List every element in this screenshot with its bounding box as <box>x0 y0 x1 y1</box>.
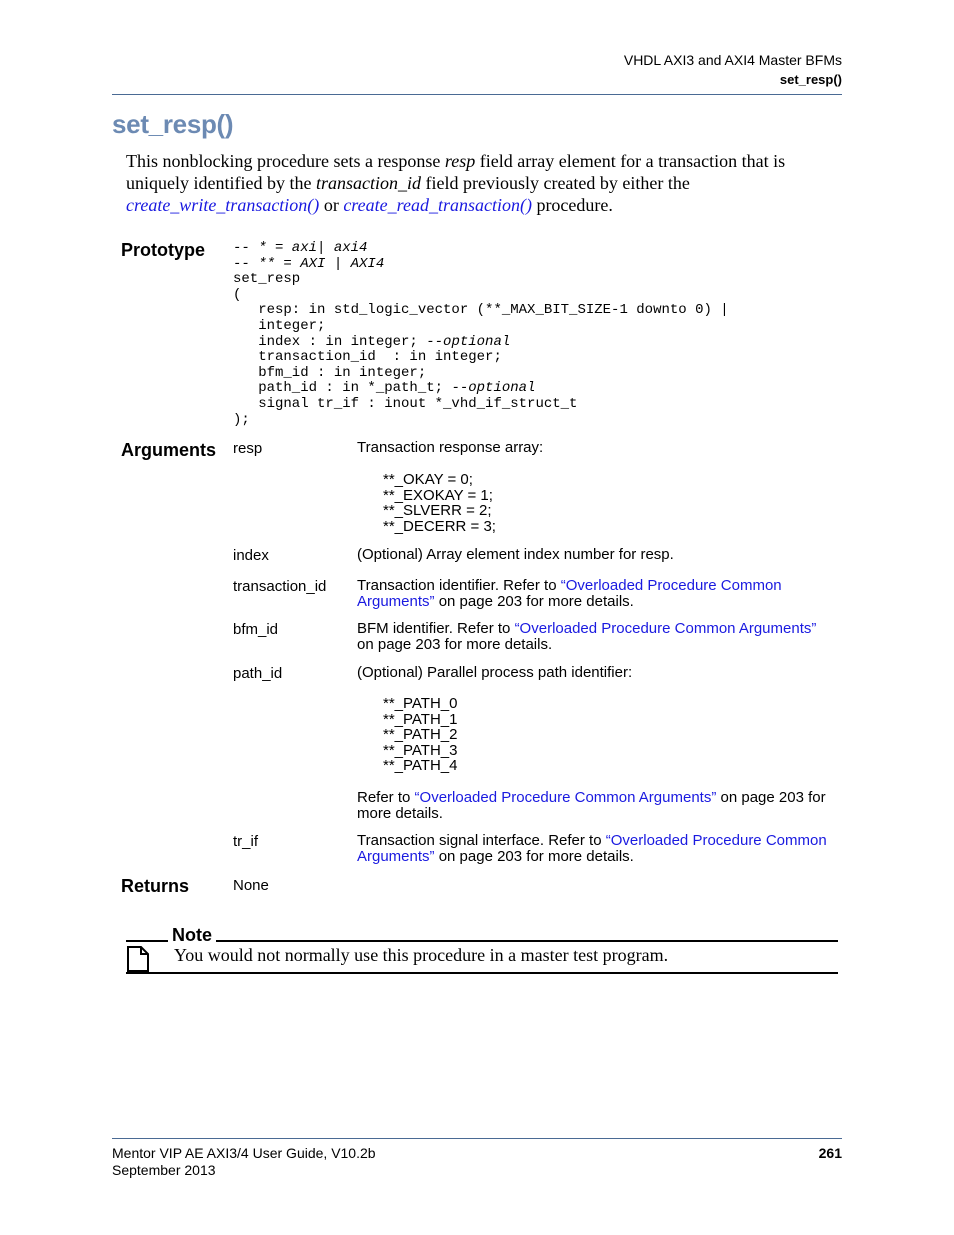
link-overloaded-procedure-args[interactable]: “Overloaded Procedure Common Arguments” <box>414 789 717 806</box>
intro-transaction-id: transaction_id <box>315 173 421 193</box>
intro-text: field array element for a transaction that is uniquely identified by the <box>126 151 786 193</box>
list-item: **_EXOKAY = 1; <box>383 486 493 504</box>
footer-info <box>112 1145 376 1179</box>
code-line-9: bfm_id : in integer; <box>233 364 427 381</box>
list-item: **_DECERR = 3; <box>383 517 496 535</box>
intro-text: field previously created by either the <box>420 173 690 193</box>
footer-guide-title: Mentor VIP AE AXI3/4 User Guide, V10.2b <box>112 1145 376 1161</box>
list-item: **_OKAY = 0; <box>383 471 473 488</box>
returns-value: None <box>233 877 269 894</box>
prototype-code <box>233 241 729 428</box>
link-overloaded-procedure-args[interactable]: Arguments” <box>357 593 435 610</box>
code-line-12: ); <box>233 411 250 428</box>
intro-paragraph <box>126 150 846 216</box>
footer-rule <box>112 1138 842 1139</box>
code-line-8: transaction_id : in integer; <box>233 349 502 366</box>
note-text: You would not normally use this procedure in a master test program. <box>174 945 669 965</box>
arg-desc-path-id-refer: Refer to “Overloaded Procedure Common Arguments” on page 203 for more details. <box>357 789 826 822</box>
path-values-list <box>383 696 457 774</box>
arg-name-resp: resp <box>233 440 263 457</box>
link-overloaded-procedure-args[interactable]: “Overloaded Procedure Common <box>560 577 782 594</box>
arg-desc-path-id: (Optional) Parallel process path identifier: <box>357 664 633 681</box>
page-title: set_resp() <box>112 109 234 139</box>
code-line-1: -- * = axi| axi4 <box>233 240 368 256</box>
arg-name-bfm-id: bfm_id <box>233 621 279 638</box>
intro-text: procedure. <box>531 195 613 215</box>
code-line-11: signal tr_if : inout *_vhd_if_struct_t <box>233 395 578 412</box>
link-overloaded-procedure-args[interactable]: “Overloaded Procedure Common Arguments” <box>514 620 817 637</box>
resp-values-list <box>383 472 496 534</box>
note-label: Note <box>168 925 216 946</box>
code-line-5: resp: in std_logic_vector (**_MAX_BIT_SIZE-1 downto 0) | <box>233 302 729 319</box>
arg-desc-bfm-id: BFM identifier. Refer to “Overloaded Procedure Common Arguments” on page 203 for more details. <box>357 620 817 653</box>
arg-desc-transaction-id: Transaction identifier. Refer to “Overloaded Procedure Common Arguments” on page 203 for more details. <box>357 577 782 610</box>
page-number: 261 <box>818 1145 842 1161</box>
arg-desc-index: (Optional) Array element index number for resp. <box>357 546 674 563</box>
code-line-6: integer; <box>233 317 326 334</box>
list-item: **_PATH_1 <box>383 710 458 728</box>
intro-text: This nonblocking procedure sets a response <box>126 151 445 171</box>
prototype-heading: Prototype <box>121 240 206 260</box>
link-overloaded-procedure-args[interactable]: Arguments” <box>357 848 435 865</box>
link-create-write-transaction[interactable]: create_write_transaction() <box>126 195 320 215</box>
arg-desc-tr-if: Transaction signal interface. Refer to “Overloaded Procedure Common Arguments” on page 203 for more details. <box>357 832 827 865</box>
list-item: **_SLVERR = 2; <box>383 502 492 519</box>
note-top-rule <box>126 940 838 942</box>
returns-heading: Returns <box>121 876 190 896</box>
note-bottom-rule <box>126 972 838 974</box>
code-line-10: path_id : in *_path_t; --optional <box>233 380 536 397</box>
code-line-7: index : in integer; --optional <box>233 333 511 350</box>
header-rule <box>112 94 842 95</box>
running-header-topic: set_resp() <box>779 72 842 87</box>
intro-text: or <box>319 195 344 215</box>
link-create-read-transaction[interactable]: create_read_transaction() <box>343 195 532 215</box>
code-line-3: set_resp <box>233 271 301 288</box>
list-item: **_PATH_3 <box>383 741 458 759</box>
note-page-icon <box>127 946 149 977</box>
list-item: **_PATH_0 <box>383 695 458 712</box>
arg-name-tr-if: tr_if <box>233 833 259 850</box>
intro-resp: resp <box>444 151 476 171</box>
arguments-heading: Arguments <box>121 440 217 460</box>
list-item: **_PATH_4 <box>383 757 458 774</box>
code-line-4: ( <box>233 286 242 303</box>
link-overloaded-procedure-args[interactable]: “Overloaded Procedure Common <box>605 832 827 849</box>
running-header-section: VHDL AXI3 and AXI4 Master BFMs <box>623 52 842 68</box>
code-line-2: -- ** = AXI | AXI4 <box>233 255 385 272</box>
arg-name-transaction-id: transaction_id <box>233 578 327 595</box>
footer-date: September 2013 <box>112 1162 216 1178</box>
arg-desc-resp: Transaction response array: <box>357 439 544 456</box>
list-item: **_PATH_2 <box>383 726 458 743</box>
arg-name-index: index <box>233 547 269 564</box>
arg-name-path-id: path_id <box>233 665 283 682</box>
